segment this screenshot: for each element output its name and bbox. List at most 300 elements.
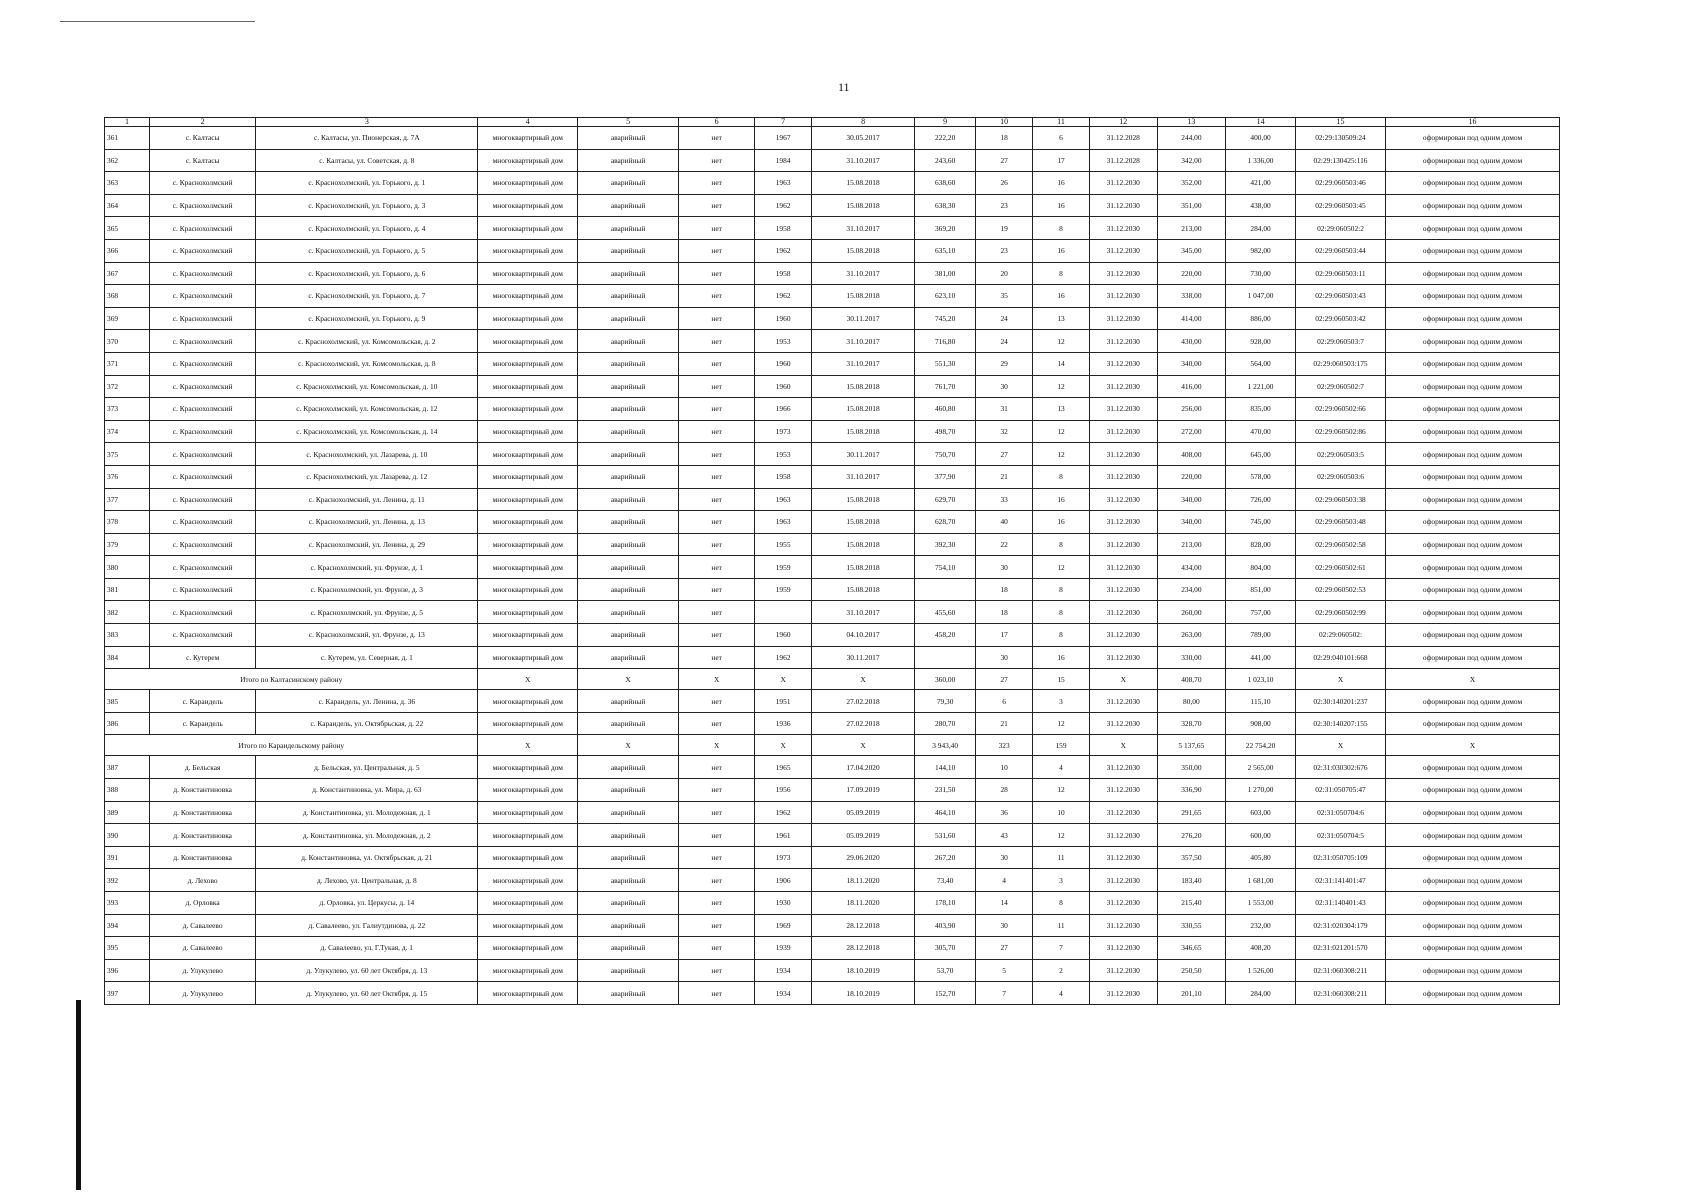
table-cell: 360,00 [915,669,976,690]
table-cell: 80,00 [1157,690,1226,713]
table-cell: 21 [976,712,1033,735]
table-cell: 15.08.2018 [812,533,915,556]
table-cell: многоквартирный дом [478,982,578,1005]
table-cell: аварийный [578,127,679,150]
table-cell: 04.10.2017 [812,624,915,647]
table-cell: 350,00 [1157,756,1226,779]
table-cell: нет [679,420,755,443]
table-cell: 745,00 [1226,511,1296,534]
table-cell: 31.12.2030 [1089,217,1157,240]
table-cell: 1930 [755,892,812,915]
table-cell: многоквартирный дом [478,465,578,488]
table-cell: аварийный [578,352,679,375]
table-cell: 851,00 [1226,578,1296,601]
table-cell: многоквартирный дом [478,533,578,556]
table-cell: 928,00 [1226,330,1296,353]
table-cell: X [578,735,679,756]
table-cell: 31.12.2030 [1089,375,1157,398]
table-row [105,307,1560,330]
table-cell: с. Краснохолмский [150,624,256,647]
table-cell: 434,00 [1157,556,1226,579]
table-cell: 392 [105,869,150,892]
table-cell: д. Орловка [150,892,256,915]
table-cell: многоквартирный дом [478,375,578,398]
table-cell: оформирован под одним домом [1386,194,1560,217]
table-cell: 220,00 [1157,262,1226,285]
table-cell: аварийный [578,488,679,511]
table-cell: 31.12.2030 [1089,690,1157,713]
table-cell: с. Краснохолмский [150,217,256,240]
table-cell: д. Савалеево [150,937,256,960]
table-cell: 215,40 [1157,892,1226,915]
table-cell: 351,00 [1157,194,1226,217]
table-cell: 178,10 [915,892,976,915]
table-cell: 369 [105,307,150,330]
table-cell: 73,40 [915,869,976,892]
table-cell: аварийный [578,330,679,353]
table-cell: 27.02.2018 [812,690,915,713]
column-number-cell: 3 [256,118,478,127]
table-cell: с. Калтасы [150,127,256,150]
table-cell: 30.11.2017 [812,646,915,669]
table-cell: 28.12.2018 [812,914,915,937]
table-cell: 31.12.2030 [1089,239,1157,262]
table-cell: 02:31:020304:179 [1295,914,1385,937]
table-cell: нет [679,172,755,195]
table-cell: многоквартирный дом [478,556,578,579]
table-cell: X [478,735,578,756]
table-cell: 389 [105,801,150,824]
table-cell: 15.08.2018 [812,488,915,511]
table-cell: с. Караидель, ул. Октябрьская, д. 22 [256,712,478,735]
table-cell: 267,20 [915,846,976,869]
table-cell: 828,00 [1226,533,1296,556]
table-cell: аварийный [578,533,679,556]
table-cell: многоквартирный дом [478,712,578,735]
table-cell: 31.10.2017 [812,352,915,375]
table-cell: с. Краснохолмский [150,601,256,624]
table-cell: 564,00 [1226,352,1296,375]
table-cell: 15.08.2018 [812,398,915,421]
table-cell: 400,00 [1226,127,1296,150]
table-cell: 02:30:140207:155 [1295,712,1385,735]
table-cell: с. Краснохолмский [150,307,256,330]
table-cell: 12 [1033,443,1090,466]
table-cell: 8 [1033,262,1090,285]
table-cell: 02:29:060502:58 [1295,533,1385,556]
table-cell: с. Краснохолмский, ул. Ленина, д. 29 [256,533,478,556]
table-cell: аварийный [578,511,679,534]
table-cell: 27 [976,669,1033,690]
table-cell: 31.12.2030 [1089,824,1157,847]
table-cell: 338,00 [1157,285,1226,308]
table-cell: 408,20 [1226,937,1296,960]
table-cell: с. Краснохолмский, ул. Комсомольская, д. 10 [256,375,478,398]
table-cell: оформирован под одним домом [1386,375,1560,398]
table-cell: 10 [1033,801,1090,824]
table-cell: 460,80 [915,398,976,421]
table-cell: 16 [1033,285,1090,308]
table-cell: X [812,669,915,690]
table-cell: 1966 [755,398,812,421]
table-cell: с. Караидель [150,712,256,735]
table-cell: 18 [976,127,1033,150]
table-cell: 31.10.2017 [812,217,915,240]
table-cell: 789,00 [1226,624,1296,647]
table-cell: с. Краснохолмский, ул. Фрунзе, д. 3 [256,578,478,601]
table-cell: 31.12.2030 [1089,869,1157,892]
table-cell: 745,20 [915,307,976,330]
table-cell: 284,00 [1226,982,1296,1005]
table-cell: 414,00 [1157,307,1226,330]
table-cell: 623,10 [915,285,976,308]
table-cell: с. Краснохолмский, ул. Горького, д. 6 [256,262,478,285]
table-cell: 361 [105,127,150,150]
table-cell: оформирован под одним домом [1386,217,1560,240]
table-cell: 16 [1033,239,1090,262]
table-cell: оформирован под одним домом [1386,712,1560,735]
table-cell: 340,00 [1157,488,1226,511]
table-cell: 31.12.2028 [1089,127,1157,150]
table-cell: 276,20 [1157,824,1226,847]
table-cell: 4 [976,869,1033,892]
table-cell: оформирован под одним домом [1386,352,1560,375]
table-row [105,914,1560,937]
table-cell: 363 [105,172,150,195]
table-row [105,779,1560,802]
table-cell: 02:31:060308:211 [1295,959,1385,982]
table-row [105,239,1560,262]
table-cell: 1936 [755,712,812,735]
table-cell: 1 681,00 [1226,869,1296,892]
table-cell: с. Краснохолмский, ул. Комсомольская, д. 2 [256,330,478,353]
table-cell: д. Константиновка, ул. Молодежная, д. 1 [256,801,478,824]
table-cell [915,578,976,601]
table-cell: 213,00 [1157,533,1226,556]
table-cell: 1960 [755,307,812,330]
table-cell: 20 [976,262,1033,285]
table-cell: аварийный [578,914,679,937]
table-cell: аварийный [578,239,679,262]
table-cell: 115,10 [1226,690,1296,713]
table-cell: X [1295,735,1385,756]
table-cell: 378 [105,511,150,534]
table-cell: 345,00 [1157,239,1226,262]
table-cell: 31.12.2030 [1089,779,1157,802]
table-cell: 27 [976,937,1033,960]
table-row [105,982,1560,1005]
table-cell: 1934 [755,959,812,982]
table-cell: аварийный [578,690,679,713]
table-cell: 366 [105,239,150,262]
table-cell: 02:29:060503:45 [1295,194,1385,217]
table-cell: многоквартирный дом [478,285,578,308]
table-cell: с. Калтасы, ул. Пионерская, д. 7А [256,127,478,150]
table-cell: многоквартирный дом [478,511,578,534]
table-cell: аварийный [578,465,679,488]
table-cell: 600,00 [1226,824,1296,847]
table-cell: 388 [105,779,150,802]
table-cell: X [1386,735,1560,756]
table-cell: оформирован под одним домом [1386,533,1560,556]
table-cell: 1958 [755,465,812,488]
table-cell: 31.12.2030 [1089,533,1157,556]
table-cell: 1958 [755,262,812,285]
table-cell: 12 [1033,556,1090,579]
table-cell: 31.12.2030 [1089,352,1157,375]
table-cell: 29 [976,352,1033,375]
table-cell: многоквартирный дом [478,194,578,217]
table-row [105,285,1560,308]
table-cell: нет [679,443,755,466]
table-cell: 27 [976,443,1033,466]
table-cell: оформирован под одним домом [1386,690,1560,713]
table-cell: оформирован под одним домом [1386,330,1560,353]
table-cell: 152,70 [915,982,976,1005]
table-cell: 17 [1033,149,1090,172]
column-number-cell: 1 [105,118,150,127]
table-cell: оформирован под одним домом [1386,646,1560,669]
table-row [105,801,1560,824]
table-cell: 27.02.2018 [812,712,915,735]
table-cell: нет [679,601,755,624]
table-cell: многоквартирный дом [478,217,578,240]
table-cell: 02:31:030302:676 [1295,756,1385,779]
table-cell: д. Савалеево, ул. Галиутдинова, д. 22 [256,914,478,937]
table-cell: 638,30 [915,194,976,217]
table-cell: с. Калтасы, ул. Советская, д. 8 [256,149,478,172]
table-row [105,420,1560,443]
subtotal-row [105,669,1560,690]
table-cell: 12 [1033,824,1090,847]
table-cell: 14 [1033,352,1090,375]
table-cell: 8 [1033,892,1090,915]
table-cell: многоквартирный дом [478,914,578,937]
table-cell: многоквартирный дом [478,690,578,713]
table-cell: 31.12.2030 [1089,443,1157,466]
table-cell: 551,30 [915,352,976,375]
table-cell: оформирован под одним домом [1386,578,1560,601]
table-cell: 346,65 [1157,937,1226,960]
table-cell: многоквартирный дом [478,937,578,960]
table-cell: д. Лехово [150,869,256,892]
table-cell: 383 [105,624,150,647]
table-cell: с. Краснохолмский, ул. Горького, д. 4 [256,217,478,240]
table-row [105,846,1560,869]
table-cell: 578,00 [1226,465,1296,488]
table-cell: 1967 [755,127,812,150]
table-cell: 908,00 [1226,712,1296,735]
table-cell: оформирован под одним домом [1386,239,1560,262]
table-cell: 438,00 [1226,194,1296,217]
table-cell: аварийный [578,846,679,869]
table-cell: 15.08.2018 [812,194,915,217]
table-cell: оформирован под одним домом [1386,959,1560,982]
table-cell: 754,10 [915,556,976,579]
table-cell: д. Константиновка, ул. Мира, д. 63 [256,779,478,802]
table-cell: нет [679,127,755,150]
table-cell: с. Краснохолмский [150,511,256,534]
table-cell: 12 [1033,420,1090,443]
table-cell: 1963 [755,488,812,511]
table-cell: 02:29:060502:61 [1295,556,1385,579]
table-cell: 370 [105,330,150,353]
table-cell: оформирован под одним домом [1386,127,1560,150]
table-cell: нет [679,846,755,869]
table-cell: 377,90 [915,465,976,488]
table-cell: 342,00 [1157,149,1226,172]
table-row [105,533,1560,556]
table-cell: нет [679,624,755,647]
table-cell: X [679,735,755,756]
table-cell: 305,70 [915,937,976,960]
table-cell: 1959 [755,578,812,601]
table-cell: X [1089,669,1157,690]
table-cell: 22 [976,533,1033,556]
table-cell: с. Краснохолмский, ул. Горького, д. 1 [256,172,478,195]
table-cell: 31.12.2030 [1089,914,1157,937]
table-cell: 79,30 [915,690,976,713]
table-cell: 17.09.2019 [812,779,915,802]
table-cell: многоквартирный дом [478,398,578,421]
table-cell: нет [679,149,755,172]
table-cell: 1963 [755,511,812,534]
table-cell: 330,55 [1157,914,1226,937]
table-cell: 30.11.2017 [812,307,915,330]
table-cell: многоквартирный дом [478,488,578,511]
table-cell: д. Константиновка, ул. Октябрьская, д. 21 [256,846,478,869]
table-cell: нет [679,194,755,217]
table-row [105,375,1560,398]
table-cell: 02:31:050705:47 [1295,779,1385,802]
table-cell: 231,50 [915,779,976,802]
table-cell: 15.08.2018 [812,285,915,308]
table-cell: многоквартирный дом [478,646,578,669]
table-row [105,824,1560,847]
table-cell: многоквартирный дом [478,779,578,802]
table-row [105,937,1560,960]
table-cell: 1962 [755,801,812,824]
table-cell: 02:29:060502:7 [1295,375,1385,398]
table-cell: д. Улукулево [150,959,256,982]
table-cell: 1961 [755,824,812,847]
table-cell: 31.12.2030 [1089,846,1157,869]
table-cell: многоквартирный дом [478,869,578,892]
table-cell: нет [679,352,755,375]
table-cell: аварийный [578,578,679,601]
table-cell: 2 [1033,959,1090,982]
table-cell: 31 [976,398,1033,421]
table-cell: 18.11.2020 [812,869,915,892]
table-cell: 397 [105,982,150,1005]
table-cell: нет [679,937,755,960]
table-cell: аварийный [578,375,679,398]
table-cell: 35 [976,285,1033,308]
table-row [105,690,1560,713]
table-cell: 352,00 [1157,172,1226,195]
table-row [105,465,1560,488]
table-cell: с. Краснохолмский, ул. Горького, д. 7 [256,285,478,308]
table-cell: 1958 [755,217,812,240]
table-cell: 02:29:060503:175 [1295,352,1385,375]
table-cell: с. Краснохолмский [150,330,256,353]
table-cell: аварийный [578,824,679,847]
table-cell: 284,00 [1226,217,1296,240]
table-cell: многоквартирный дом [478,624,578,647]
table-cell: 3 [1033,869,1090,892]
table-cell: с. Краснохолмский, ул. Комсомольская, д. 8 [256,352,478,375]
table-cell: 31.12.2030 [1089,194,1157,217]
table-cell: 31.12.2030 [1089,959,1157,982]
table-cell: аварийный [578,285,679,308]
table-cell: 1956 [755,779,812,802]
table-cell: 835,00 [1226,398,1296,421]
table-cell: аварийный [578,443,679,466]
table-cell: 374 [105,420,150,443]
table-cell: 02:31:140401:43 [1295,892,1385,915]
table-cell: 6 [1033,127,1090,150]
table-row [105,194,1560,217]
table-cell: д. Улукулево [150,982,256,1005]
table-cell: 381,00 [915,262,976,285]
table-cell: 02:29:060502:53 [1295,578,1385,601]
table-cell: 02:29:060503:5 [1295,443,1385,466]
table-cell: 1962 [755,285,812,308]
table-cell: 357,50 [1157,846,1226,869]
table-cell: 1960 [755,375,812,398]
table-row [105,443,1560,466]
table-cell: 1962 [755,194,812,217]
subtotal-row [105,735,1560,756]
table-cell: нет [679,801,755,824]
table-cell: 464,10 [915,801,976,824]
table-cell: аварийный [578,420,679,443]
table-cell: 3 943,40 [915,735,976,756]
table-cell: аварийный [578,556,679,579]
table-cell: 1955 [755,533,812,556]
table-cell: с. Краснохолмский [150,578,256,601]
table-cell: 222,20 [915,127,976,150]
table-cell: 31.12.2030 [1089,756,1157,779]
table-cell: с. Краснохолмский, ул. Горького, д. 9 [256,307,478,330]
table-cell: аварийный [578,869,679,892]
table-cell: 18.10.2019 [812,959,915,982]
table-cell: нет [679,307,755,330]
table-cell: X [1386,669,1560,690]
table-cell: 761,70 [915,375,976,398]
table-cell: нет [679,690,755,713]
table-cell: с. Калтасы [150,149,256,172]
table-cell: 1962 [755,239,812,262]
table-cell: 369,20 [915,217,976,240]
table-cell: нет [679,646,755,669]
table-cell: с. Краснохолмский, ул. Лазарева, д. 10 [256,443,478,466]
table-cell: с. Краснохолмский, ул. Фрунзе, д. 13 [256,624,478,647]
table-cell: 458,20 [915,624,976,647]
column-number-cell: 8 [812,118,915,127]
table-cell: 330,00 [1157,646,1226,669]
table-cell: 32 [976,420,1033,443]
table-cell: д. Бельская [150,756,256,779]
table-cell: 31.12.2030 [1089,330,1157,353]
table-cell: 8 [1033,533,1090,556]
table-cell: 13 [1033,307,1090,330]
table-cell: 11 [1033,914,1090,937]
table-cell: 384 [105,646,150,669]
table-row [105,398,1560,421]
table-cell: 30 [976,914,1033,937]
table-cell: 386 [105,712,150,735]
